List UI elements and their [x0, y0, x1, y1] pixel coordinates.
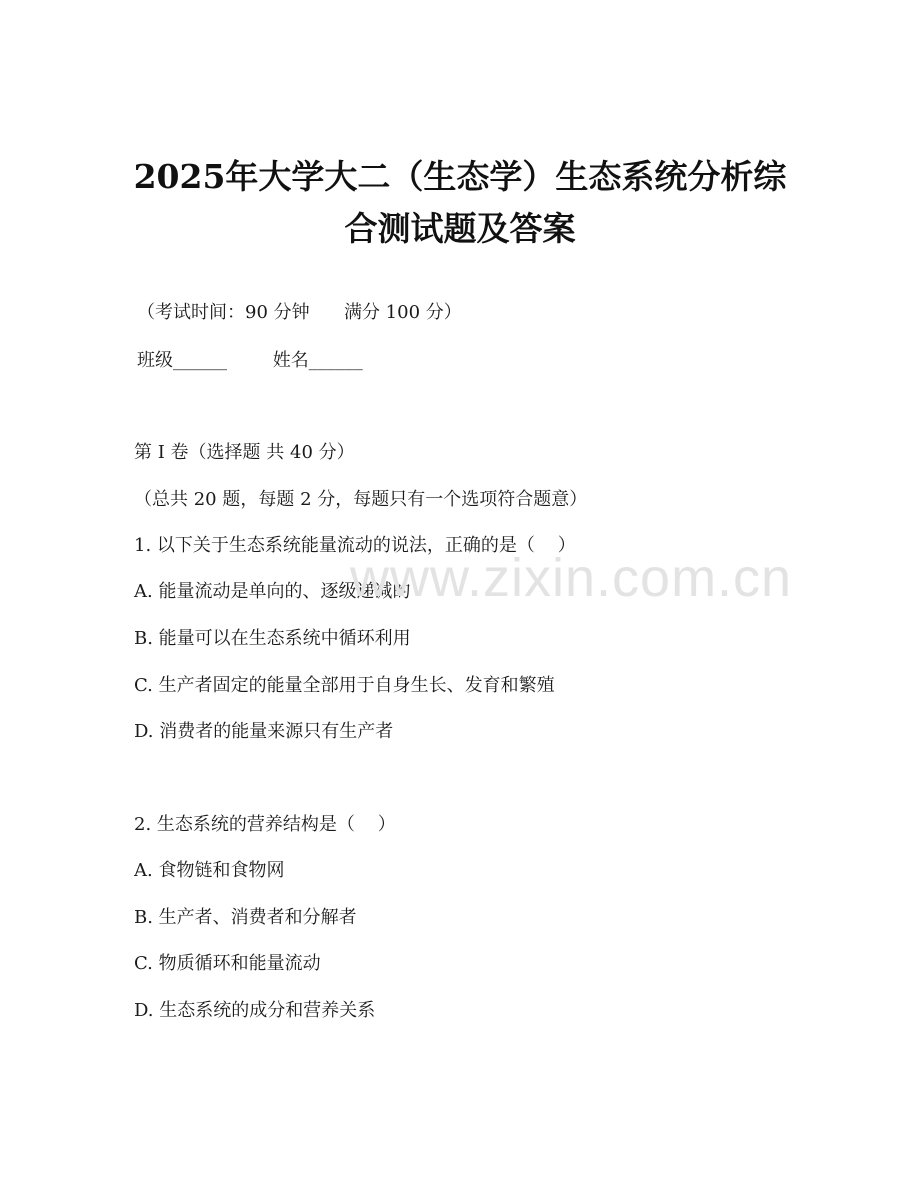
question-1-option-b: B. 能量可以在生态系统中循环利用 — [134, 628, 411, 649]
page-title-line-1: 2025年大学大二（生态学）生态系统分析综 — [133, 157, 787, 196]
question-2-stem: 2. 生态系统的营养结构是（ ） — [134, 814, 396, 835]
watermark: www.zixin.com.cn — [350, 548, 793, 608]
section-instructions: （总共 20 题，每题 2 分，每题只有一个选项符合题意） — [134, 489, 588, 510]
question-2-option-b: B. 生产者、消费者和分解者 — [134, 907, 357, 928]
exam-time-and-score: （考试时间：90 分钟 满分 100 分） — [137, 302, 462, 323]
question-1-stem: 1. 以下关于生态系统能量流动的说法，正确的是（ ） — [134, 535, 576, 556]
question-1-option-c: C. 生产者固定的能量全部用于自身生长、发育和繁殖 — [134, 675, 555, 696]
question-1-option-a: A. 能量流动是单向的、逐级递减的 — [134, 581, 411, 602]
section-heading: 第 I 卷（选择题 共 40 分） — [134, 442, 355, 463]
class-and-name-fields: 班级______ 姓名______ — [137, 350, 363, 371]
question-2-option-a: A. 食物链和食物网 — [134, 860, 285, 881]
question-1-option-d: D. 消费者的能量来源只有生产者 — [134, 721, 394, 742]
question-2-option-d: D. 生态系统的成分和营养关系 — [134, 1000, 376, 1021]
question-2-option-c: C. 物质循环和能量流动 — [134, 953, 321, 974]
page-title-line-2: 合测试题及答案 — [344, 209, 576, 248]
